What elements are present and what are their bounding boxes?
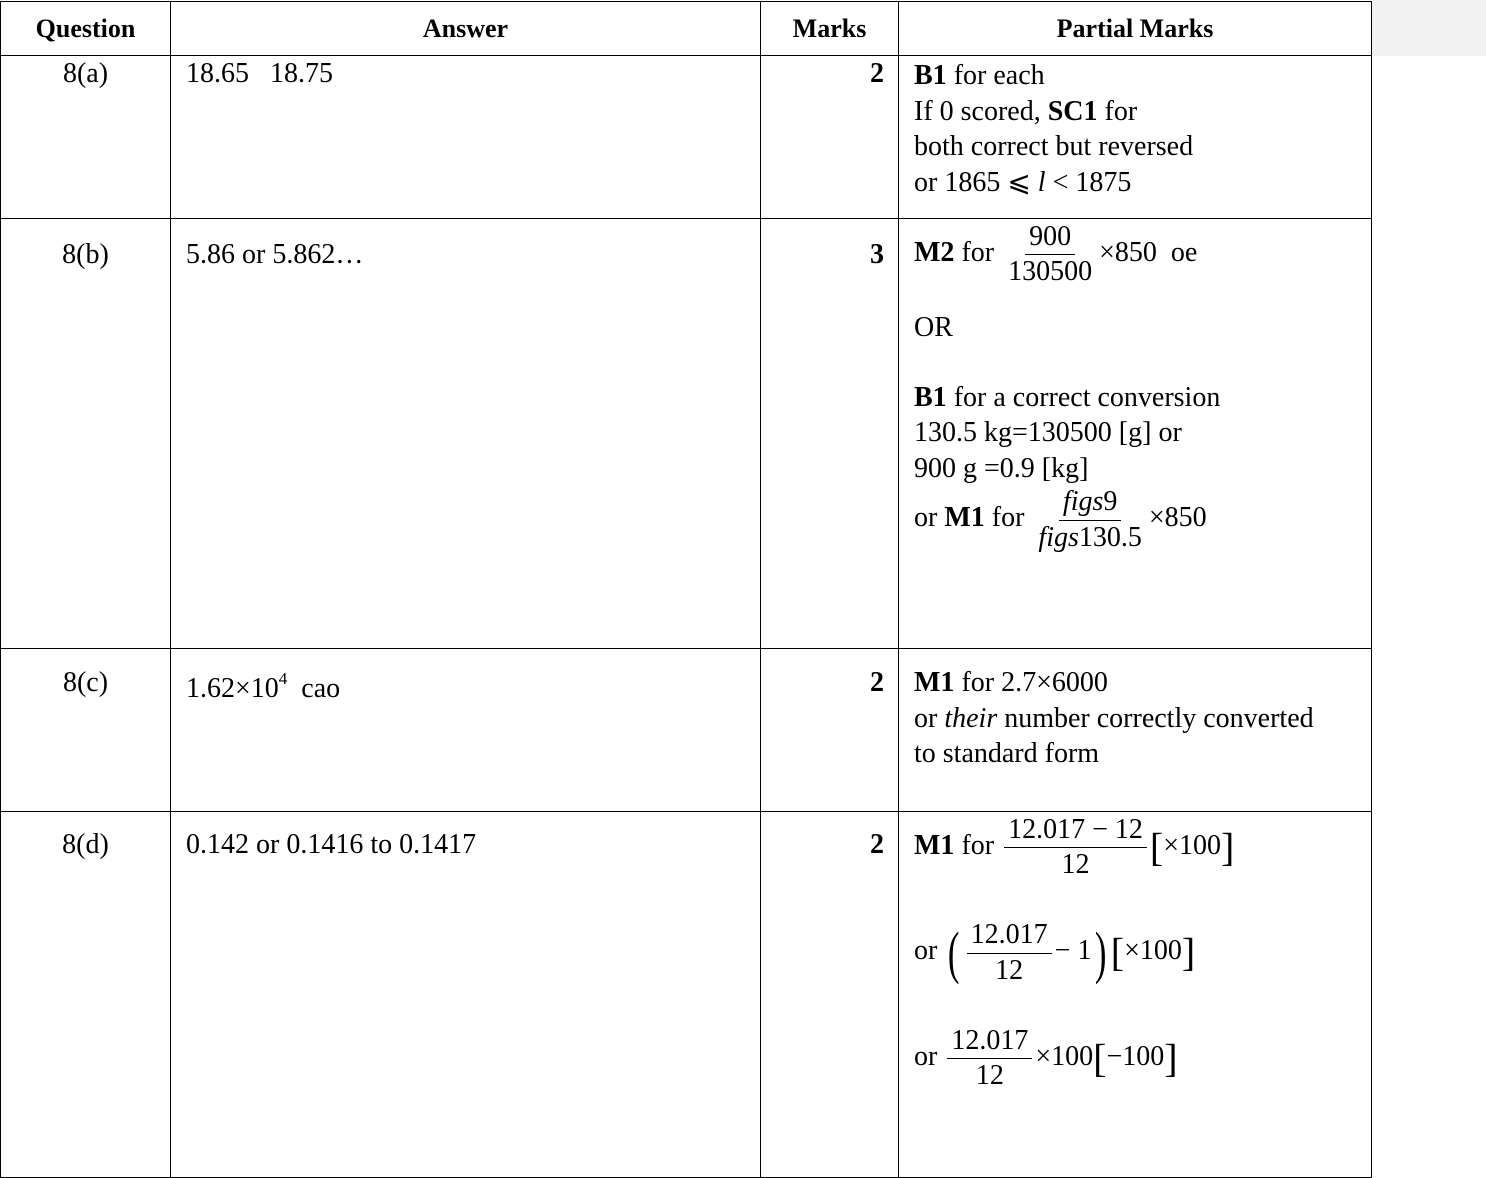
partial-text: for 2.7×6000: [954, 667, 1108, 698]
partial-marks-cell: [899, 812, 1372, 1178]
marks-cell: 2: [761, 56, 899, 219]
fraction: [947, 1025, 1032, 1092]
header-row: [1, 2, 1372, 56]
partial-line: to standard form: [914, 738, 1100, 769]
partial-text: or: [914, 935, 945, 967]
fraction-denominator: 12: [1061, 849, 1090, 881]
partial-text: ×100: [1163, 830, 1222, 862]
partial-text: < 1875: [1045, 166, 1132, 198]
fraction-value: 9: [1103, 486, 1118, 518]
bracket-open: [: [1110, 930, 1125, 976]
mark-scheme-table: [0, 1, 1372, 1178]
bracket-close: ]: [1164, 1035, 1178, 1081]
partial-marks-cell: [899, 56, 1372, 219]
bracket-close: ]: [1181, 930, 1196, 976]
partial-text: for: [954, 237, 1002, 269]
marks-cell: 2: [761, 812, 899, 1178]
table-row: [1, 649, 1372, 812]
fraction: [1004, 221, 1096, 288]
fraction-numerator: 12.017 − 12: [1004, 814, 1147, 848]
header-question: Question: [1, 2, 171, 56]
partial-text: number correctly converted: [997, 702, 1314, 734]
bracket-open: [: [1149, 824, 1164, 870]
header-answer: Answer: [171, 2, 761, 56]
table-row: [1, 812, 1372, 1178]
mark-code: B1: [914, 381, 947, 413]
paren-close: ): [1095, 920, 1107, 986]
answer-text: cao: [287, 673, 341, 704]
fraction-numerator: 12.017: [967, 919, 1052, 953]
partial-line: [914, 221, 1371, 288]
partial-text: If 0 scored,: [914, 95, 1048, 127]
partial-marks-cell: [899, 649, 1372, 812]
answer-text: 1.62×10: [186, 673, 279, 704]
marks-cell: 2: [761, 649, 899, 812]
fraction: [1004, 814, 1147, 881]
mark-code: M1: [914, 667, 955, 698]
mark-code: B1: [914, 60, 947, 91]
partial-line: [914, 165, 1371, 201]
fraction-denominator: 12: [975, 1059, 1004, 1091]
partial-text: − 1: [1054, 935, 1092, 967]
answer-cell: [171, 649, 761, 812]
variable: figs: [1062, 486, 1104, 518]
partial-text: ×850: [1148, 502, 1207, 534]
partial-text: for each: [946, 60, 1045, 91]
partial-text: for a correct conversion: [946, 381, 1221, 413]
fraction-value: 130.5: [1078, 521, 1142, 553]
bracket-open: [: [1093, 1035, 1107, 1081]
exponent: 4: [278, 669, 288, 688]
partial-line: [914, 94, 1371, 130]
partial-text: −100: [1106, 1040, 1165, 1072]
partial-text: for: [984, 502, 1032, 534]
table-row: [1, 56, 1372, 219]
answer-cell: 0.142 or 0.1416 to 0.1417: [171, 812, 761, 1178]
partial-marks-cell: [899, 219, 1372, 649]
partial-text: or: [914, 1040, 945, 1072]
variable: l: [1037, 166, 1046, 198]
question-cell: 8(d): [1, 812, 171, 1178]
header-partial-marks: Partial Marks: [899, 2, 1372, 56]
variable: figs: [1038, 521, 1079, 553]
header-marks: Marks: [761, 2, 899, 56]
partial-text: or: [914, 702, 945, 734]
partial-text: ×850 oe: [1099, 237, 1198, 269]
partial-text: or: [914, 502, 945, 534]
fraction-denominator: [1034, 521, 1145, 554]
partial-text: ×100: [1035, 1040, 1094, 1072]
fraction-numerator: 900: [1025, 221, 1075, 255]
answer-cell: 5.86 or 5.862…: [171, 219, 761, 649]
fraction: [1034, 486, 1145, 553]
partial-text: or 1865 ⩽: [914, 166, 1038, 198]
partial-text: for: [954, 830, 1002, 862]
partial-text: for: [1097, 95, 1138, 127]
partial-line: [914, 665, 1371, 701]
fraction-numerator: [1059, 486, 1121, 520]
partial-line: [914, 814, 1371, 881]
partial-line: 130.5 kg=130500 [g] or: [914, 417, 1182, 449]
mark-code: M1: [914, 830, 955, 862]
partial-line: [914, 58, 1371, 94]
answer-text: 18.65 18.75: [186, 58, 333, 89]
partial-line: both correct but reversed: [914, 131, 1194, 162]
mark-code: SC1: [1047, 95, 1098, 127]
partial-line: [914, 919, 1371, 986]
answer-cell: [171, 56, 761, 219]
fraction: [967, 919, 1052, 986]
question-cell: 8(b): [1, 219, 171, 649]
fraction-denominator: 130500: [1008, 256, 1093, 288]
partial-line: [914, 486, 1371, 553]
header-margin-fill: [1370, 0, 1486, 56]
question-cell: 8(a): [1, 56, 171, 219]
fraction-numerator: 12.017: [947, 1025, 1032, 1059]
emphasis-text: their: [944, 702, 998, 734]
table-row: [1, 219, 1372, 649]
partial-text: ×100: [1124, 935, 1182, 967]
partial-line: [914, 701, 1371, 737]
partial-line: 900 g =0.9 [kg]: [914, 452, 1089, 484]
mark-code: M2: [914, 237, 955, 269]
partial-line: [914, 380, 1371, 416]
fraction-denominator: 12: [995, 954, 1024, 986]
question-cell: 8(c): [1, 649, 171, 812]
partial-line: [914, 1025, 1371, 1092]
mark-code: M1: [944, 502, 985, 534]
partial-line: OR: [914, 312, 953, 344]
paren-open: (: [948, 920, 960, 986]
bracket-close: ]: [1221, 824, 1235, 870]
marks-cell: 3: [761, 219, 899, 649]
